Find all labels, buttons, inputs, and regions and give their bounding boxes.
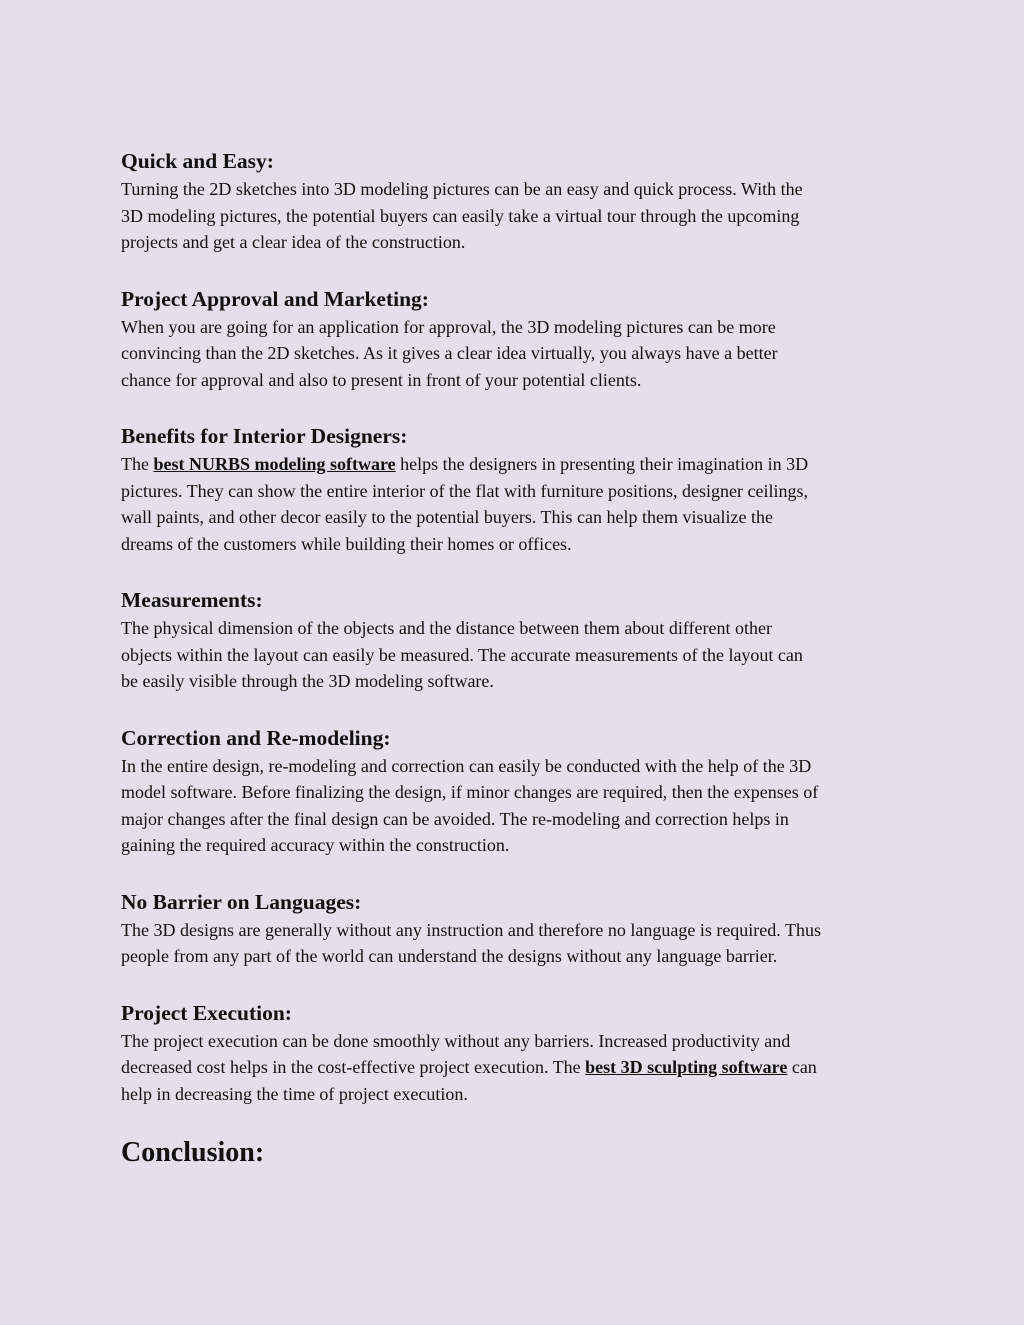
section-interior-designers — [121, 421, 911, 557]
nurbs-software-link[interactable]: best NURBS modeling software — [153, 454, 396, 474]
section-paragraph — [121, 451, 911, 557]
conclusion-heading: Conclusion: — [121, 1137, 265, 1168]
paragraph-line: chance for approval and also to present in front of your potential clients. — [121, 369, 642, 390]
section-quick-and-easy — [121, 146, 911, 256]
paragraph-line: convincing than the 2D sketches. As it gives a clear idea virtually, you always have a better — [121, 343, 778, 363]
paragraph-line: objects within the layout can easily be measured. The accurate measurements of the layout can — [121, 644, 803, 665]
paragraph-line — [121, 451, 911, 478]
section-heading: Quick and Easy: — [121, 149, 274, 173]
paragraph-line: The physical dimension of the objects and the distance between them about different other — [121, 618, 772, 638]
section-paragraph — [121, 314, 911, 394]
paragraph-line: In the entire design, re-modeling and correction can easily be conducted with the help of the 3D — [121, 755, 812, 776]
section-paragraph — [121, 615, 911, 695]
section-measurements — [121, 585, 911, 695]
section-paragraph — [121, 917, 911, 970]
paragraph-line: be easily visible through the 3D modeling software. — [121, 671, 494, 691]
sculpting-software-link[interactable]: best 3D sculpting software — [585, 1057, 788, 1077]
paragraph-line — [121, 1054, 911, 1081]
section-heading: Measurements: — [121, 588, 263, 612]
section-heading: Project Execution: — [121, 1000, 292, 1025]
paragraph-line: wall paints, and other decor easily to the potential buyers. This can help them visualize the — [121, 507, 773, 527]
paragraph-line: dreams of the customers while building their homes or offices. — [121, 533, 572, 554]
text-fragment: The — [121, 454, 154, 474]
document-content — [121, 146, 911, 1171]
text-fragment: helps the designers in presenting their imagination in 3D — [395, 454, 809, 474]
paragraph-line: gaining the required accuracy within the construction. — [121, 835, 510, 855]
paragraph-line: people from any part of the world can understand the designs without any language barrier. — [121, 946, 778, 966]
paragraph-line: The 3D designs are generally without any instruction and therefore no language is required. Thus — [121, 919, 821, 940]
section-paragraph — [121, 176, 911, 256]
section-heading: Project Approval and Marketing: — [121, 286, 429, 311]
text-fragment: can — [787, 1057, 817, 1077]
paragraph-line: pictures. They can show the entire interior of the flat with furniture positions, designer ceilings, — [121, 480, 808, 501]
section-heading: Benefits for Interior Designers: — [121, 424, 408, 448]
paragraph-line: When you are going for an application for approval, the 3D modeling pictures can be more — [121, 316, 776, 337]
paragraph-line: model software. Before finalizing the design, if minor changes are required, then the expenses of — [121, 782, 819, 802]
section-languages — [121, 887, 911, 970]
section-paragraph — [121, 753, 911, 859]
section-project-execution — [121, 998, 911, 1108]
paragraph-line: Turning the 2D sketches into 3D modeling pictures can be an easy and quick process. With the — [121, 179, 803, 199]
section-heading: No Barrier on Languages: — [121, 889, 362, 914]
paragraph-line: The project execution can be done smoothly without any barriers. Increased productivity and — [121, 1030, 791, 1051]
paragraph-line: 3D modeling pictures, the potential buyers can easily take a virtual tour through the upcoming — [121, 205, 800, 226]
section-heading: Correction and Re-modeling: — [121, 725, 391, 750]
section-paragraph — [121, 1028, 911, 1108]
paragraph-line: major changes after the final design can be avoided. The re-modeling and correction helps in — [121, 808, 789, 829]
paragraph-line: help in decreasing the time of project execution. — [121, 1083, 468, 1104]
paragraph-line: projects and get a clear idea of the construction. — [121, 232, 466, 252]
section-correction — [121, 723, 911, 859]
section-project-approval — [121, 284, 911, 394]
text-fragment: decreased cost helps in the cost-effective project execution. The — [121, 1057, 586, 1077]
